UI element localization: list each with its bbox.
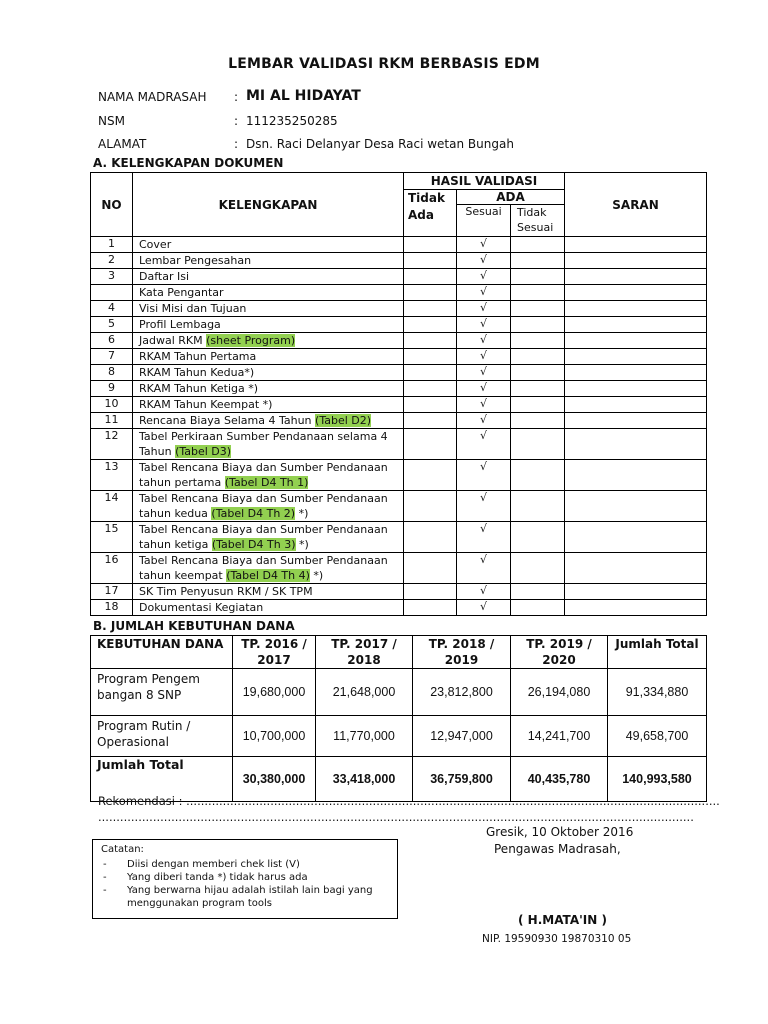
cell-tidak-ada <box>404 397 457 413</box>
item-text: RKAM Tahun Ketiga *) <box>139 382 259 395</box>
cell-tidak-sesuai <box>511 413 565 429</box>
header-kelengkapan: KELENGKAPAN <box>133 173 404 237</box>
catatan-box <box>92 839 398 919</box>
colon: : <box>234 137 239 151</box>
cell-saran <box>565 413 707 429</box>
header-no: NO <box>91 173 133 237</box>
item-highlight: (Tabel D4 Th 1) <box>224 476 309 489</box>
row-item <box>133 522 404 553</box>
catatan-list <box>99 858 389 910</box>
item-text: Profil Lembaga <box>139 318 221 331</box>
signatory-name: ( H.MATA'IN ) <box>518 913 607 927</box>
cell-tidak-sesuai <box>511 600 565 616</box>
row-item <box>133 460 404 491</box>
row-item <box>133 317 404 333</box>
dana-value: 23,812,800 <box>413 669 511 716</box>
table-row <box>91 553 707 584</box>
item-highlight: (Tabel D4 Th 3) <box>211 538 296 551</box>
table-row <box>91 491 707 522</box>
table-row <box>91 333 707 349</box>
dana-value: 49,658,700 <box>608 716 707 757</box>
check-mark: √ <box>457 460 511 491</box>
table-row <box>91 429 707 460</box>
table-row <box>91 600 707 616</box>
signatory-role: Pengawas Madrasah, <box>494 842 621 856</box>
item-text: Rencana Biaya Selama 4 Tahun <box>139 414 316 427</box>
table-row <box>91 413 707 429</box>
check-mark: √ <box>457 317 511 333</box>
cell-tidak-ada <box>404 460 457 491</box>
cell-tidak-sesuai <box>511 429 565 460</box>
cell-saran <box>565 333 707 349</box>
catatan-text: Yang diberi tanda *) tidak harus ada <box>127 872 308 883</box>
row-number: 15 <box>91 522 133 553</box>
dana-header: TP. 2016 / 2017 <box>233 636 316 669</box>
check-mark: √ <box>457 381 511 397</box>
row-number: 12 <box>91 429 133 460</box>
cell-tidak-ada <box>404 333 457 349</box>
alamat-label: ALAMAT <box>98 137 147 151</box>
item-highlight: (Tabel D4 Th 2) <box>211 507 296 520</box>
row-item <box>133 237 404 253</box>
dana-row-label: Program Rutin / Operasional <box>91 716 233 757</box>
item-highlight: (Tabel D3) <box>175 445 232 458</box>
dana-value: 11,770,000 <box>316 716 413 757</box>
row-item <box>133 600 404 616</box>
row-item <box>133 269 404 285</box>
colon: : <box>234 90 239 104</box>
dana-value: 21,648,000 <box>316 669 413 716</box>
cell-saran <box>565 237 707 253</box>
nsm-label: NSM <box>98 114 125 128</box>
cell-saran <box>565 491 707 522</box>
cell-saran <box>565 600 707 616</box>
dana-header: KEBUTUHAN DANA <box>91 636 233 669</box>
row-number: 1 <box>91 237 133 253</box>
cell-saran <box>565 429 707 460</box>
item-highlight: (sheet Program) <box>206 334 296 347</box>
row-number: 8 <box>91 365 133 381</box>
item-text: RKAM Tahun Keempat *) <box>139 398 273 411</box>
check-mark: √ <box>457 285 511 301</box>
place-date: Gresik, 10 Oktober 2016 <box>486 825 634 839</box>
header-sesuai: Sesuai <box>457 205 511 237</box>
row-number: 13 <box>91 460 133 491</box>
row-number <box>91 285 133 301</box>
item-highlight: (Tabel D4 Th 4) <box>226 569 310 582</box>
rekomendasi-dots: .................................................................................................................................................. <box>186 794 720 808</box>
table-row <box>91 584 707 600</box>
cell-saran <box>565 285 707 301</box>
item-text: Daftar Isi <box>139 270 189 283</box>
dana-header: TP. 2019 / 2020 <box>511 636 608 669</box>
item-text: Kata Pengantar <box>139 286 224 299</box>
check-mark: √ <box>457 397 511 413</box>
cell-tidak-ada <box>404 269 457 285</box>
cell-tidak-ada <box>404 429 457 460</box>
cell-tidak-sesuai <box>511 491 565 522</box>
cell-tidak-sesuai <box>511 553 565 584</box>
catatan-item <box>99 884 389 910</box>
item-text: Cover <box>139 238 172 251</box>
row-item <box>133 285 404 301</box>
row-number: 2 <box>91 253 133 269</box>
table-row <box>91 317 707 333</box>
table-row <box>91 349 707 365</box>
header-hasil-validasi: HASIL VALIDASI <box>404 173 565 190</box>
cell-saran <box>565 269 707 285</box>
cell-saran <box>565 553 707 584</box>
item-suffix: *) <box>295 538 309 551</box>
check-mark: √ <box>457 413 511 429</box>
cell-tidak-sesuai <box>511 333 565 349</box>
dash: - <box>103 872 107 883</box>
check-mark: √ <box>457 301 511 317</box>
catatan-item <box>99 871 389 884</box>
cell-saran <box>565 301 707 317</box>
row-item <box>133 413 404 429</box>
item-text: SK Tim Penyusun RKM / SK TPM <box>139 585 313 598</box>
check-mark: √ <box>457 365 511 381</box>
dana-value: 10,700,000 <box>233 716 316 757</box>
catatan-title: Catatan: <box>101 844 144 855</box>
cell-tidak-sesuai <box>511 365 565 381</box>
item-suffix: *) <box>309 569 324 582</box>
catatan-text: Yang berwarna hijau adalah istilah lain bagi yang menggunakan program tools <box>127 885 373 909</box>
nama-madrasah-value: MI AL HIDAYAT <box>246 88 361 104</box>
table-row <box>91 253 707 269</box>
nsm-value: 111235250285 <box>246 114 338 128</box>
item-text: RKAM Tahun Kedua*) <box>139 366 255 379</box>
dana-value: 19,680,000 <box>233 669 316 716</box>
cell-tidak-sesuai <box>511 301 565 317</box>
cell-tidak-ada <box>404 237 457 253</box>
rekomendasi-label: Rekomendasi : <box>98 794 187 808</box>
cell-tidak-sesuai <box>511 349 565 365</box>
row-item <box>133 333 404 349</box>
item-text: RKAM Tahun Pertama <box>139 350 257 363</box>
cell-saran <box>565 365 707 381</box>
row-number: 16 <box>91 553 133 584</box>
item-text: Tabel Perkiraan Sumber Pendanaan selama 4 Tahun <box>139 430 388 458</box>
row-item <box>133 301 404 317</box>
check-mark: √ <box>457 522 511 553</box>
cell-tidak-ada <box>404 365 457 381</box>
row-number: 5 <box>91 317 133 333</box>
item-text: Jadwal RKM <box>139 334 207 347</box>
table-row <box>91 669 707 716</box>
row-item <box>133 253 404 269</box>
signatory-nip: NIP. 19590930 19870310 05 <box>482 933 632 945</box>
row-number: 10 <box>91 397 133 413</box>
cell-tidak-ada <box>404 349 457 365</box>
dash: - <box>103 885 107 896</box>
row-item <box>133 349 404 365</box>
row-item <box>133 429 404 460</box>
check-mark: √ <box>457 253 511 269</box>
dana-value: 91,334,880 <box>608 669 707 716</box>
check-mark: √ <box>457 553 511 584</box>
cell-saran <box>565 397 707 413</box>
dana-value: 26,194,080 <box>511 669 608 716</box>
alamat-value: Dsn. Raci Delanyar Desa Raci wetan Bungah <box>246 137 514 151</box>
total-value: 36,759,800 <box>413 757 511 802</box>
item-text: Lembar Pengesahan <box>139 254 252 267</box>
header-tidak-sesuai: Tidak Sesuai <box>511 205 565 237</box>
nama-madrasah-label: NAMA MADRASAH <box>98 90 207 104</box>
check-mark: √ <box>457 269 511 285</box>
row-number: 4 <box>91 301 133 317</box>
cell-tidak-ada <box>404 301 457 317</box>
item-text: Dokumentasi Kegiatan <box>139 601 264 614</box>
check-mark: √ <box>457 333 511 349</box>
row-item <box>133 584 404 600</box>
cell-tidak-sesuai <box>511 285 565 301</box>
check-mark: √ <box>457 491 511 522</box>
row-number: 14 <box>91 491 133 522</box>
total-value: 40,435,780 <box>511 757 608 802</box>
catatan-item <box>99 858 389 871</box>
cell-tidak-sesuai <box>511 397 565 413</box>
section-a-title: A. KELENGKAPAN DOKUMEN <box>93 156 284 170</box>
dana-header: Jumlah Total <box>608 636 707 669</box>
cell-saran <box>565 317 707 333</box>
dana-value: 14,241,700 <box>511 716 608 757</box>
table-row <box>91 269 707 285</box>
row-item <box>133 397 404 413</box>
cell-tidak-ada <box>404 285 457 301</box>
dana-value: 12,947,000 <box>413 716 511 757</box>
total-value: 30,380,000 <box>233 757 316 802</box>
cell-tidak-sesuai <box>511 460 565 491</box>
cell-tidak-ada <box>404 491 457 522</box>
cell-tidak-sesuai <box>511 381 565 397</box>
header-ada: ADA <box>457 190 565 205</box>
row-number: 9 <box>91 381 133 397</box>
cell-tidak-sesuai <box>511 522 565 553</box>
table-row <box>91 381 707 397</box>
cell-saran <box>565 522 707 553</box>
row-number: 6 <box>91 333 133 349</box>
cell-tidak-ada <box>404 522 457 553</box>
dana-row-label: Program Pengem bangan 8 SNP <box>91 669 233 716</box>
cell-saran <box>565 349 707 365</box>
dana-header: TP. 2018 / 2019 <box>413 636 511 669</box>
cell-tidak-sesuai <box>511 269 565 285</box>
dash: - <box>103 859 107 870</box>
row-item <box>133 365 404 381</box>
check-mark: √ <box>457 429 511 460</box>
header-tidak-ada: Tidak Ada <box>404 190 457 237</box>
table-row <box>91 365 707 381</box>
row-number: 17 <box>91 584 133 600</box>
item-text: Tabel Rencana Biaya dan Sumber Pendanaan tahun kedua <box>139 492 388 520</box>
item-text: Tabel Rencana Biaya dan Sumber Pendanaan tahun ketiga <box>139 523 388 551</box>
item-highlight: (Tabel D2) <box>315 414 372 427</box>
cell-saran <box>565 381 707 397</box>
rekomendasi-line-2: ................................................................................................................................................................... <box>98 810 694 824</box>
cell-tidak-ada <box>404 381 457 397</box>
cell-tidak-sesuai <box>511 317 565 333</box>
page-title: LEMBAR VALIDASI RKM BERBASIS EDM <box>228 56 540 72</box>
item-suffix: *) <box>295 507 309 520</box>
rekomendasi-line-1 <box>98 794 720 808</box>
total-value: 140,993,580 <box>608 757 707 802</box>
cell-tidak-sesuai <box>511 237 565 253</box>
row-number: 3 <box>91 269 133 285</box>
row-item <box>133 381 404 397</box>
check-mark: √ <box>457 237 511 253</box>
cell-tidak-ada <box>404 317 457 333</box>
cell-tidak-ada <box>404 600 457 616</box>
table-row <box>91 237 707 253</box>
row-item <box>133 491 404 522</box>
cell-tidak-ada <box>404 413 457 429</box>
cell-tidak-ada <box>404 553 457 584</box>
row-number: 11 <box>91 413 133 429</box>
check-mark: √ <box>457 600 511 616</box>
check-mark: √ <box>457 584 511 600</box>
row-number: 18 <box>91 600 133 616</box>
cell-tidak-sesuai <box>511 584 565 600</box>
dana-header: TP. 2017 / 2018 <box>316 636 413 669</box>
section-b-title: B. JUMLAH KEBUTUHAN DANA <box>93 619 295 633</box>
table-row <box>91 522 707 553</box>
item-text: Tabel Rencana Biaya dan Sumber Pendanaan tahun pertama <box>139 461 388 489</box>
kelengkapan-table <box>90 172 707 616</box>
cell-tidak-ada <box>404 584 457 600</box>
check-mark: √ <box>457 349 511 365</box>
cell-tidak-sesuai <box>511 253 565 269</box>
header-saran: SARAN <box>565 173 707 237</box>
table-row <box>91 397 707 413</box>
row-number: 7 <box>91 349 133 365</box>
row-item <box>133 553 404 584</box>
item-text: Tabel Rencana Biaya dan Sumber Pendanaan tahun keempat <box>139 554 388 582</box>
cell-tidak-ada <box>404 253 457 269</box>
kebutuhan-dana-table <box>90 635 707 802</box>
colon: : <box>234 114 239 128</box>
total-value: 33,418,000 <box>316 757 413 802</box>
table-row <box>91 716 707 757</box>
cell-saran <box>565 584 707 600</box>
total-label: Jumlah Total <box>91 757 233 802</box>
item-text: Visi Misi dan Tujuan <box>139 302 247 315</box>
catatan-text: Diisi dengan memberi chek list (V) <box>127 859 300 870</box>
table-row <box>91 301 707 317</box>
table-row <box>91 460 707 491</box>
table-row <box>91 285 707 301</box>
cell-saran <box>565 253 707 269</box>
cell-saran <box>565 460 707 491</box>
